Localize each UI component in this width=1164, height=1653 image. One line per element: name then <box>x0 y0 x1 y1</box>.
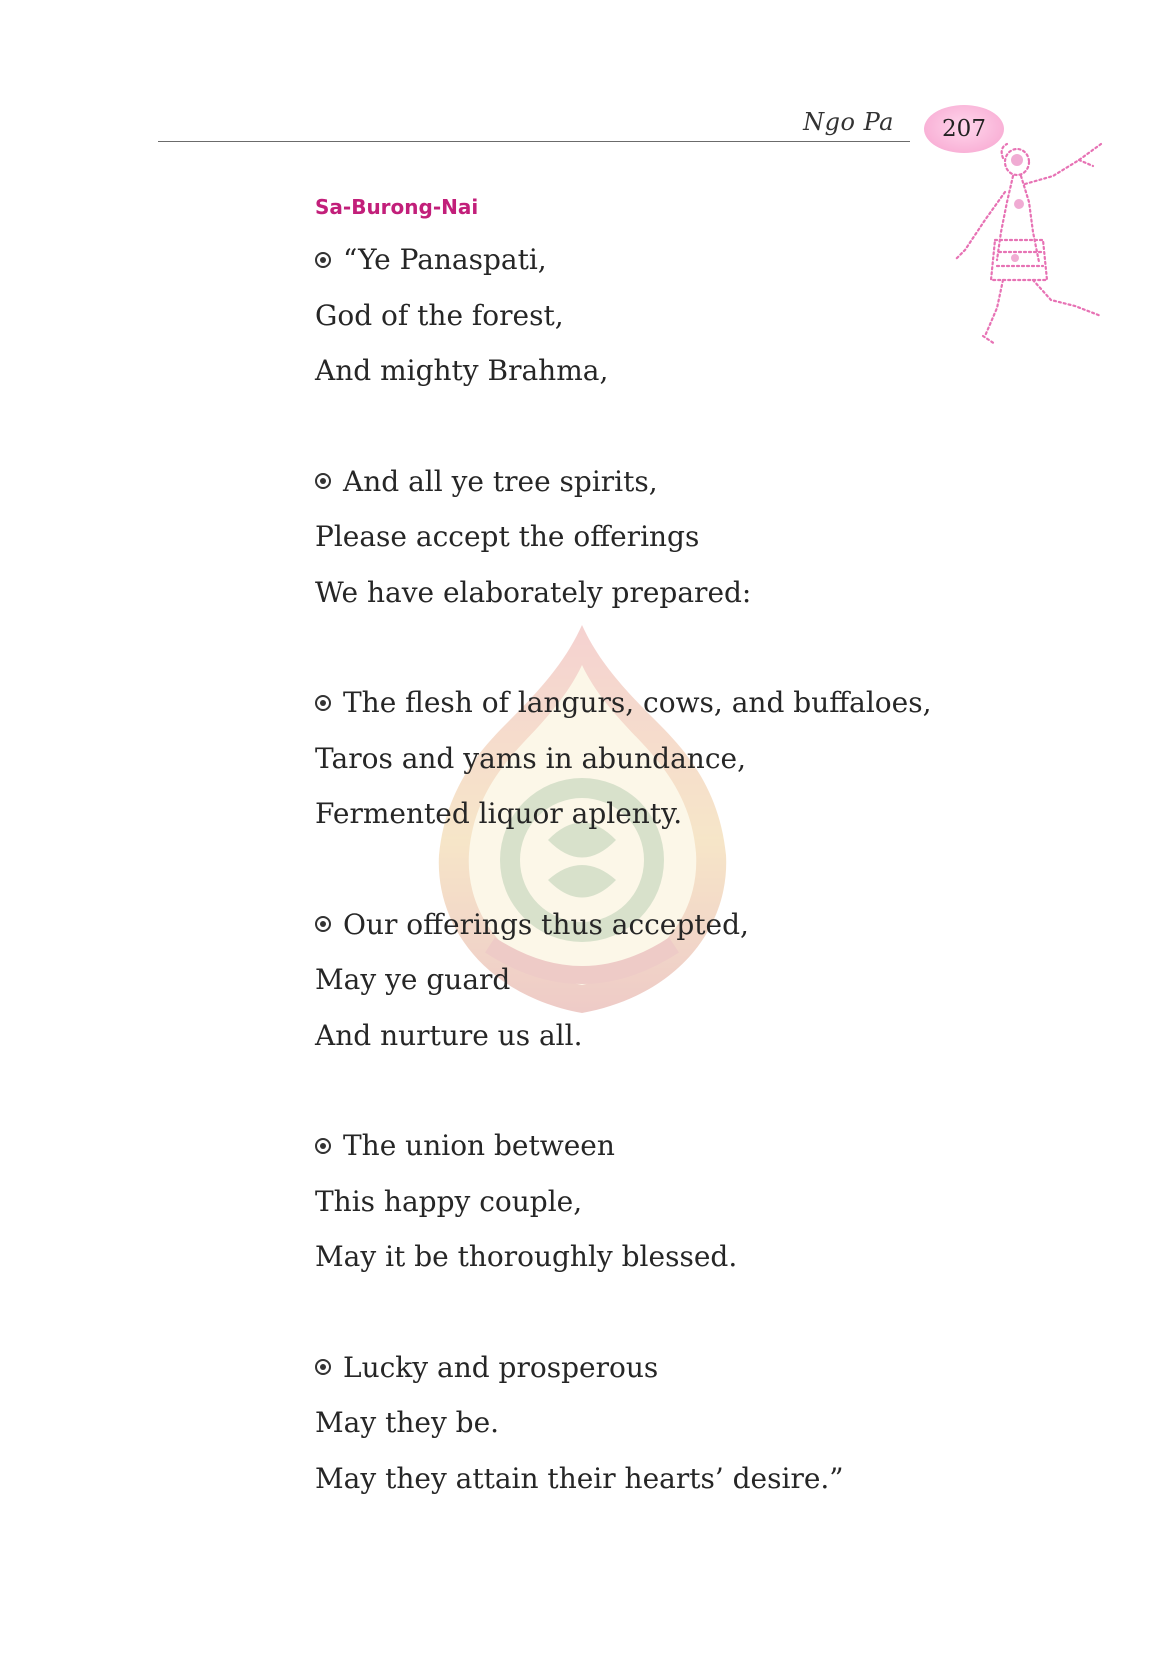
circled-dot-icon <box>315 473 331 489</box>
circled-dot-icon <box>315 1359 331 1375</box>
poem-line: Please accept the offerings <box>315 520 700 553</box>
poem-line: God of the forest, <box>315 298 564 332</box>
poem-line: May they attain their hearts’ desire.” <box>315 1461 844 1495</box>
poem-line: May ye guard <box>315 963 511 996</box>
poem-line <box>315 454 955 510</box>
line-text: “Ye Panaspati, <box>343 243 547 276</box>
line-text: The union between <box>343 1129 615 1162</box>
poem-line: And nurture us all. <box>315 1018 583 1052</box>
poem-body <box>315 232 955 1561</box>
line-text: The flesh of langurs, cows, and buffaloes, <box>343 686 932 719</box>
line-text: Our offerings thus accepted, <box>343 907 749 941</box>
poem-line: May it be thoroughly blessed. <box>315 1240 738 1273</box>
poem-line: May they be. <box>315 1406 500 1439</box>
poem-line <box>315 897 955 953</box>
line-text: And all ye tree spirits, <box>343 464 658 498</box>
poem-line: Fermented liquor aplenty. <box>315 797 683 830</box>
stanza <box>315 454 955 621</box>
circled-dot-icon <box>315 695 331 711</box>
dancer-figure-icon <box>955 140 1115 350</box>
circled-dot-icon <box>315 252 331 268</box>
stanza <box>315 1118 955 1285</box>
poem-line <box>315 1340 955 1396</box>
poem-line: Taros and yams in abundance, <box>315 741 746 775</box>
poem-line: And mighty Brahma, <box>315 354 609 387</box>
poem-line <box>315 1118 955 1174</box>
poem-line: We have elaborately prepared: <box>315 575 752 609</box>
header-rule <box>158 141 910 142</box>
stanza <box>315 1340 955 1507</box>
running-head: Ngo Pa <box>803 108 894 136</box>
circled-dot-icon <box>315 1138 331 1154</box>
circled-dot-icon <box>315 916 331 932</box>
page-number: 207 <box>942 116 986 142</box>
poem-line <box>315 675 955 731</box>
poem-line <box>315 232 955 288</box>
poem-line: This happy couple, <box>315 1184 583 1218</box>
stanza <box>315 897 955 1064</box>
stanza <box>315 675 955 842</box>
stanza <box>315 232 955 399</box>
section-title: Sa-Burong-Nai <box>315 195 479 219</box>
line-text: Lucky and prosperous <box>343 1350 659 1384</box>
